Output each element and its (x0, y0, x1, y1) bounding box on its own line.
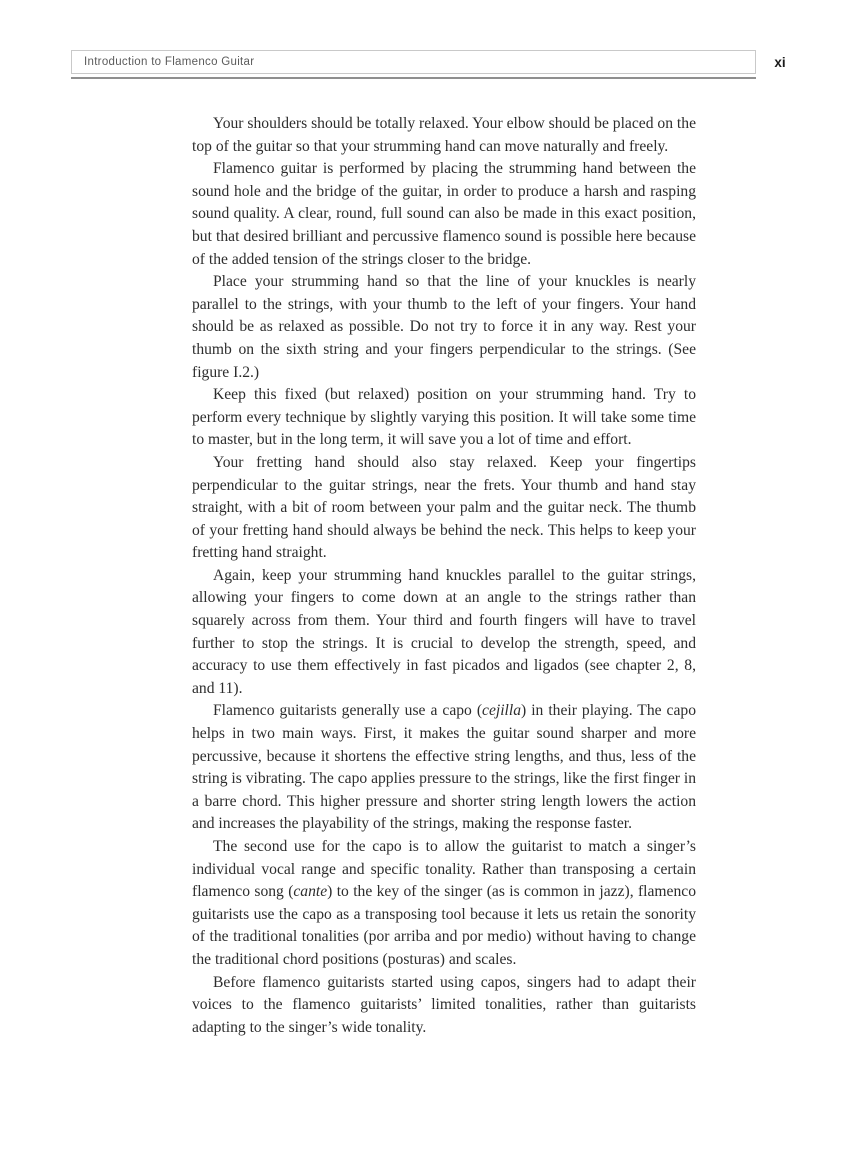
text-segment: Place your strumming hand so that the line of your knuckles is nearly parallel to the strings, with your thumb to the left of your fingers. Your hand should be as relaxed as possible. Do not try to force it in any way. Rest your thumb on the sixth string and your fingers perpendicular to the strings. (See figure I.2.) (192, 273, 696, 381)
text-segment: ) in their playing. The capo helps in two main ways. First, it makes the guitar sound sharper and more percussive, because it shortens the effective string lengths, and thus, less of the string is vibrating. The capo applies pressure to the strings, like the first finger in a barre chord. This higher pressure and shorter string length lowers the action and increases the playability of the strings, making the response faster. (192, 702, 696, 833)
paragraph (192, 384, 696, 452)
text-segment: Your fretting hand should also stay relaxed. Keep your fingertips perpendicular to the guitar strings, near the frets. Your thumb and hand stay straight, with a bit of room between your palm and the guitar neck. The thumb of your fretting hand should always be behind the neck. This helps to keep your fretting hand straight. (192, 453, 696, 562)
page-header (0, 0, 864, 90)
text-segment: Keep this fixed (but relaxed) position on your strumming hand. Try to perform every technique by slightly varying this position. It will take some time to master, but in the long term, it will save you a lot of time and effort. (192, 386, 696, 449)
italic-term: cante (293, 883, 328, 901)
paragraph (192, 271, 696, 384)
text-segment: Your shoulders should be totally relaxed. Your elbow should be placed on the top of the guitar so that your strumming hand can move naturally and freely. (192, 115, 696, 155)
text-segment: Before flamenco guitarists started using capos, singers had to adapt their voices to the flamenco guitarists’ limited tonalities, rather than guitarists adapting to the singer’s wide tonality. (192, 973, 696, 1036)
paragraph (192, 700, 696, 836)
paragraph (192, 158, 696, 271)
paragraph (192, 972, 696, 1040)
text-segment: Flamenco guitarists generally use a capo ( (213, 702, 483, 720)
paragraph (192, 565, 696, 701)
text-segment: The second use for the capo is to allow the guitarist to match a singer’s individual vocal range and specific tonality. Rather than transposing a certain flamenco song ( (192, 838, 696, 901)
italic-term: cejilla (482, 702, 522, 720)
paragraph (192, 113, 696, 158)
running-head: Introduction to Flamenco Guitar (84, 56, 255, 68)
page-number: xi (774, 54, 786, 70)
text-segment: Flamenco guitar is performed by placing the strumming hand between the sound hole and the bridge of the guitar, in order to produce a harsh and rasping sound quality. A clear, round, full sound can also be made in this exact position, but that desired brilliant and percussive flamenco sound is possible here because of the added tension of the strings closer to the bridge. (192, 160, 696, 268)
paragraph (192, 452, 696, 565)
body-text (192, 113, 696, 1039)
header-rule (71, 77, 756, 79)
paragraph (192, 836, 696, 972)
text-segment: Again, keep your strumming hand knuckles parallel to the guitar strings, allowing your fingers to come down at an angle to the strings rather than squarely across from them. Your third and fourth fingers will have to travel further to stop the strings. It is crucial to develop the strength, speed, and accuracy to use them effectively in fast picados and ligados (see chapter 2, 8, and 11). (192, 566, 696, 697)
running-head-box (71, 50, 756, 74)
text-segment: ) to the key of the singer (as is common in jazz), flamenco guitarists use the capo as a transposing tool because it lets us retain the sonority of the traditional tonalities (por arriba and por medio) without having to change the traditional chord positions (posturas) and scales. (192, 883, 696, 968)
